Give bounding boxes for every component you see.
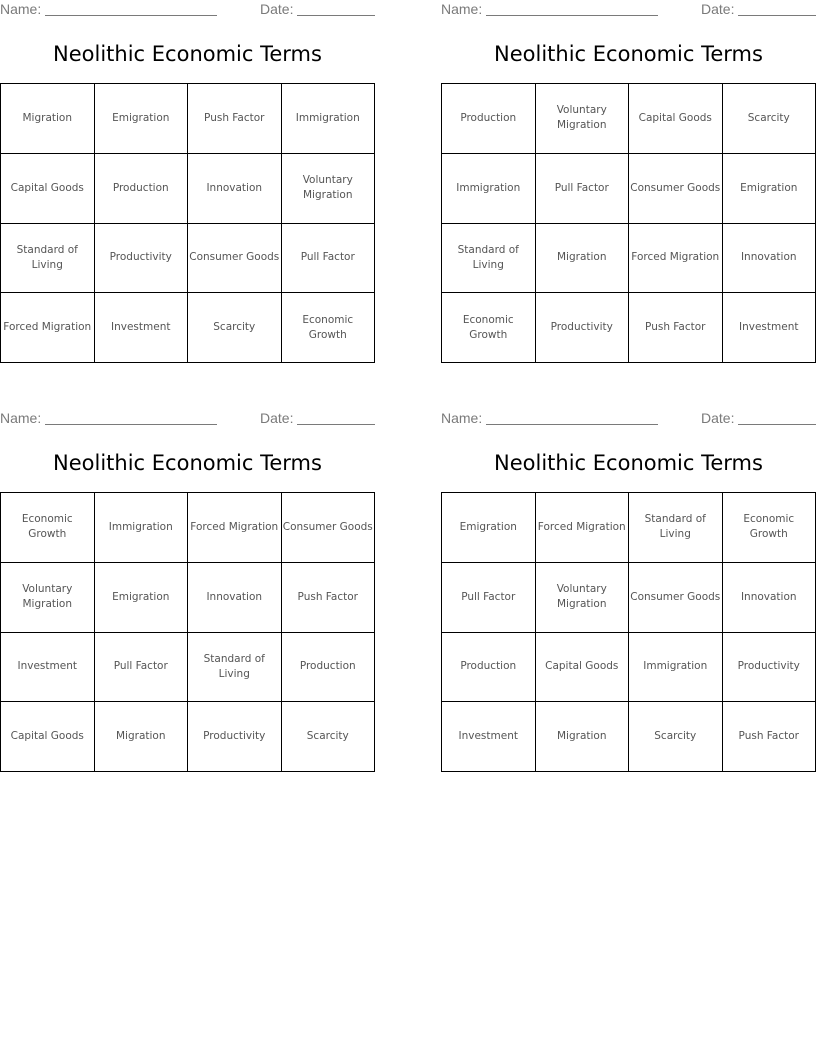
bingo-cell-term: Investment [111, 321, 171, 334]
bingo-cell-term: Productivity [550, 321, 613, 334]
bingo-cell[interactable] [536, 493, 630, 563]
bingo-cell[interactable] [1, 224, 95, 294]
bingo-cell-term: Migration [22, 111, 72, 124]
bingo-cell-term: Capital Goods [545, 660, 619, 673]
bingo-cell-term: Scarcity [306, 730, 349, 743]
date-label: Date: [701, 410, 735, 426]
bingo-grid [0, 492, 375, 772]
bingo-cell-term: Voluntary Migration [556, 583, 607, 611]
bingo-cell[interactable] [282, 84, 376, 154]
bingo-cell[interactable] [282, 293, 376, 363]
name-label: Name: [441, 1, 483, 17]
bingo-cell[interactable] [442, 293, 536, 363]
bingo-cell-term: Push Factor [738, 730, 799, 743]
name-label: Name: [0, 1, 42, 17]
bingo-cell-term: Push Factor [645, 321, 706, 334]
bingo-cell-term: Migration [556, 730, 607, 743]
bingo-cell-term: Pull Factor [461, 590, 516, 603]
bingo-grid [441, 83, 816, 363]
bingo-cell[interactable] [282, 702, 376, 772]
bingo-cell[interactable] [1, 154, 95, 224]
bingo-cell-term: Emigration [112, 590, 170, 603]
bingo-cell[interactable] [1, 633, 95, 703]
bingo-cell-term: Forced Migration [3, 321, 92, 334]
date-blank[interactable] [297, 411, 375, 425]
date-label: Date: [260, 1, 294, 17]
card-title: Neolithic Economic Terms [494, 42, 763, 66]
bingo-cell[interactable] [536, 293, 630, 363]
card-title: Neolithic Economic Terms [53, 42, 322, 66]
bingo-cell[interactable] [629, 293, 723, 363]
bingo-cell-term: Consumer Goods [189, 251, 280, 264]
bingo-cell[interactable] [1, 293, 95, 363]
bingo-cell[interactable] [282, 633, 376, 703]
bingo-cell-term: Capital Goods [10, 730, 84, 743]
bingo-cell[interactable] [95, 293, 189, 363]
bingo-cell[interactable] [723, 563, 816, 633]
bingo-cell-term: Production [299, 660, 356, 673]
name-date-header [0, 410, 375, 428]
bingo-cell-term: Scarcity [747, 111, 790, 124]
bingo-cell[interactable] [442, 154, 536, 224]
bingo-card-1 [0, 0, 375, 375]
bingo-cell-term: Production [460, 111, 517, 124]
bingo-cell[interactable] [629, 633, 723, 703]
bingo-cell[interactable] [723, 493, 816, 563]
bingo-cell[interactable] [282, 224, 376, 294]
bingo-cell-term: Voluntary Migration [22, 583, 73, 611]
bingo-cell[interactable] [188, 293, 282, 363]
bingo-card-2 [441, 0, 816, 375]
name-date-header [441, 410, 816, 428]
bingo-cell-term: Investment [458, 730, 518, 743]
bingo-cell[interactable] [442, 633, 536, 703]
bingo-cell[interactable] [188, 84, 282, 154]
bingo-cell[interactable] [1, 702, 95, 772]
bingo-cell-term: Emigration [740, 181, 798, 194]
bingo-cell[interactable] [1, 563, 95, 633]
bingo-cell-term: Forced Migration [190, 520, 279, 533]
bingo-cell-term: Innovation [206, 181, 263, 194]
bingo-cell[interactable] [282, 154, 376, 224]
name-blank[interactable] [486, 2, 658, 16]
bingo-cell-term: Standard of Living [457, 243, 519, 271]
bingo-cell[interactable] [442, 563, 536, 633]
bingo-cell-term: Productivity [203, 730, 266, 743]
bingo-cell-term: Innovation [740, 590, 797, 603]
bingo-cell-term: Economic Growth [462, 313, 514, 341]
bingo-cell-term: Economic Growth [302, 313, 354, 341]
bingo-cell-term: Push Factor [204, 111, 265, 124]
name-blank[interactable] [45, 411, 217, 425]
bingo-cell-term: Economic Growth [21, 513, 73, 541]
name-label: Name: [441, 410, 483, 426]
bingo-cell[interactable] [629, 493, 723, 563]
bingo-cell-term: Migration [115, 730, 166, 743]
bingo-cell[interactable] [188, 702, 282, 772]
bingo-cell[interactable] [188, 493, 282, 563]
name-date-header [0, 1, 375, 19]
card-title: Neolithic Economic Terms [53, 451, 322, 475]
name-blank[interactable] [486, 411, 658, 425]
bingo-cell-term: Investment [17, 660, 77, 673]
date-label: Date: [260, 410, 294, 426]
bingo-cell[interactable] [723, 633, 816, 703]
bingo-cell-term: Productivity [737, 660, 800, 673]
bingo-cell[interactable] [723, 702, 816, 772]
bingo-grid [0, 83, 375, 363]
date-blank[interactable] [738, 411, 816, 425]
bingo-cell[interactable] [723, 154, 816, 224]
bingo-cell[interactable] [442, 702, 536, 772]
bingo-cell[interactable] [442, 493, 536, 563]
bingo-cell[interactable] [536, 224, 630, 294]
bingo-cell-term: Innovation [206, 590, 263, 603]
bingo-cell-term: Immigration [456, 181, 521, 194]
bingo-cell-term: Innovation [740, 251, 797, 264]
bingo-cell-term: Pull Factor [300, 251, 355, 264]
bingo-cell-term: Immigration [108, 520, 173, 533]
bingo-cell[interactable] [282, 493, 376, 563]
bingo-cell-term: Forced Migration [631, 251, 720, 264]
name-label: Name: [0, 410, 42, 426]
bingo-cell-term: Migration [556, 251, 607, 264]
bingo-cell[interactable] [188, 563, 282, 633]
name-blank[interactable] [45, 2, 217, 16]
bingo-cell-term: Consumer Goods [630, 181, 721, 194]
bingo-cell-term: Emigration [112, 111, 170, 124]
bingo-cell-term: Standard of Living [644, 513, 706, 541]
bingo-cell-term: Investment [739, 321, 799, 334]
bingo-cell[interactable] [536, 84, 630, 154]
bingo-cell-term: Capital Goods [638, 111, 712, 124]
bingo-card-3 [0, 409, 375, 784]
bingo-cell[interactable] [723, 224, 816, 294]
bingo-cell[interactable] [95, 633, 189, 703]
bingo-cell-term: Standard of Living [16, 243, 78, 271]
bingo-cell[interactable] [629, 224, 723, 294]
bingo-cell[interactable] [188, 633, 282, 703]
bingo-cell[interactable] [95, 84, 189, 154]
card-title: Neolithic Economic Terms [494, 451, 763, 475]
bingo-cell[interactable] [95, 154, 189, 224]
bingo-cell[interactable] [188, 224, 282, 294]
bingo-cell[interactable] [442, 84, 536, 154]
bingo-cell-term: Consumer Goods [630, 590, 721, 603]
bingo-grid [441, 492, 816, 772]
bingo-cell-term: Production [112, 181, 169, 194]
bingo-cell[interactable] [536, 154, 630, 224]
bingo-cell[interactable] [1, 84, 95, 154]
bingo-cell-term: Scarcity [654, 730, 697, 743]
bingo-cell[interactable] [629, 84, 723, 154]
bingo-cell[interactable] [188, 154, 282, 224]
bingo-card-4 [441, 409, 816, 784]
bingo-cell-term: Capital Goods [10, 181, 84, 194]
bingo-cell-term: Consumer Goods [282, 520, 373, 533]
bingo-cell[interactable] [629, 154, 723, 224]
bingo-cell-term: Immigration [643, 660, 708, 673]
bingo-cell-term: Standard of Living [203, 652, 265, 680]
bingo-cell[interactable] [282, 563, 376, 633]
bingo-cell-term: Productivity [109, 251, 172, 264]
bingo-cell[interactable] [629, 563, 723, 633]
bingo-cell[interactable] [95, 224, 189, 294]
name-date-header [441, 1, 816, 19]
date-label: Date: [701, 1, 735, 17]
bingo-cell-term: Pull Factor [113, 660, 168, 673]
bingo-cell[interactable] [442, 224, 536, 294]
bingo-cell-term: Economic Growth [743, 513, 795, 541]
bingo-cell[interactable] [536, 633, 630, 703]
bingo-cell-term: Voluntary Migration [556, 104, 607, 132]
bingo-cell[interactable] [536, 702, 630, 772]
bingo-cell[interactable] [1, 493, 95, 563]
bingo-cell[interactable] [723, 293, 816, 363]
bingo-cell-term: Voluntary Migration [302, 174, 353, 202]
date-blank[interactable] [297, 2, 375, 16]
bingo-cell[interactable] [95, 702, 189, 772]
bingo-cell[interactable] [95, 563, 189, 633]
bingo-cell-term: Forced Migration [537, 520, 626, 533]
bingo-cell[interactable] [629, 702, 723, 772]
bingo-cell-term: Push Factor [297, 590, 358, 603]
bingo-cell-term: Scarcity [213, 321, 256, 334]
bingo-cell-term: Production [460, 660, 517, 673]
bingo-cell-term: Emigration [459, 520, 517, 533]
bingo-cell[interactable] [536, 563, 630, 633]
bingo-cell[interactable] [95, 493, 189, 563]
date-blank[interactable] [738, 2, 816, 16]
bingo-cell[interactable] [723, 84, 816, 154]
bingo-cell-term: Pull Factor [554, 181, 609, 194]
bingo-cell-term: Immigration [295, 111, 360, 124]
